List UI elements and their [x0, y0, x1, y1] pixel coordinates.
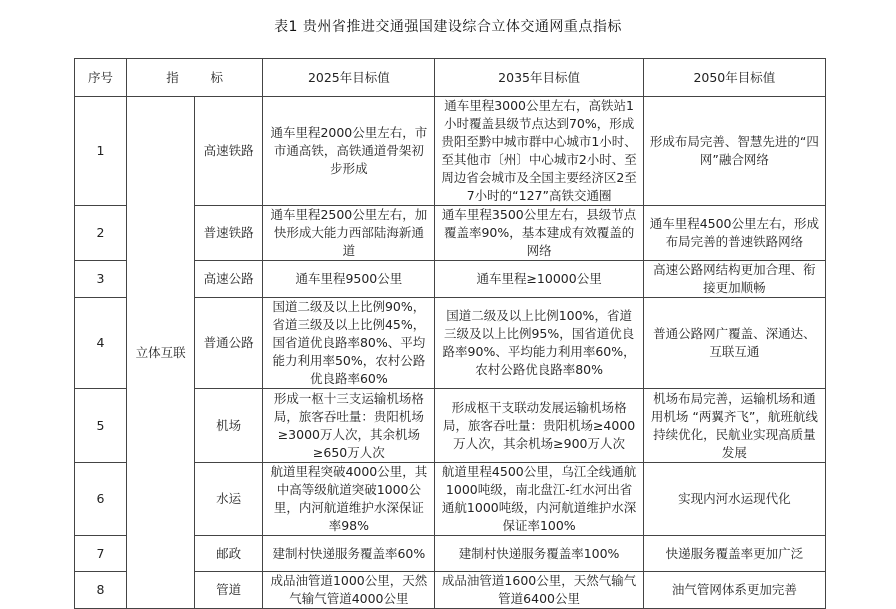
target-2025: 形成一枢十三支运输机场格局，旅客吞吐量：贵阳机场≥3000万人次，其余机场≥650万人次	[263, 389, 435, 463]
target-2035: 形成枢干支联动发展运输机场格局，旅客吞吐量：贵阳机场≥4000万人次，其余机场≥900万人次	[435, 389, 643, 463]
indicator-name: 邮政	[195, 536, 263, 572]
header-row	[75, 59, 826, 97]
row-number: 3	[75, 261, 127, 298]
indicator-name: 高速铁路	[195, 97, 263, 206]
row-number: 2	[75, 206, 127, 261]
target-2035: 建制村快递服务覆盖率100%	[435, 536, 643, 572]
header-2035: 2035年目标值	[435, 59, 643, 97]
target-2025: 成品油管道1000公里，天然气输气管道4000公里	[263, 572, 435, 609]
row-number: 4	[75, 298, 127, 389]
target-2025: 通车里程9500公里	[263, 261, 435, 298]
target-2025: 通车里程2000公里左右，市市通高铁，高铁通道骨架初步形成	[263, 97, 435, 206]
target-2025: 国道二级及以上比例90%，省道三级及以上比例45%，国省道优良路率80%、平均能力利用率50%，农村公路优良路率60%	[263, 298, 435, 389]
target-2025: 航道里程突破4000公里，其中高等级航道突破1000公里，内河航道维护水深保证率98%	[263, 463, 435, 536]
target-2035: 航道里程4500公里，乌江全线通航1000吨级，南北盘江-红水河出省通航1000吨级，内河航道维护水深保证率100%	[435, 463, 643, 536]
target-2050: 快递服务覆盖率更加广泛	[643, 536, 825, 572]
row-number: 6	[75, 463, 127, 536]
indicator-name: 管道	[195, 572, 263, 609]
target-2050: 形成布局完善、智慧先进的“四网”融合网络	[643, 97, 825, 206]
target-2050: 实现内河水运现代化	[643, 463, 825, 536]
header-indicator: 指 标	[127, 59, 263, 97]
indicator-name: 机场	[195, 389, 263, 463]
row-number: 1	[75, 97, 127, 206]
header-no: 序号	[75, 59, 127, 97]
row-number: 5	[75, 389, 127, 463]
target-2035: 通车里程3500公里左右，县级节点覆盖率90%，基本建成有效覆盖的网络	[435, 206, 643, 261]
target-2050: 普通公路网广覆盖、深通达、互联互通	[643, 298, 825, 389]
table-row	[75, 97, 826, 206]
indicator-name: 普速铁路	[195, 206, 263, 261]
category-cell: 立体互联	[127, 97, 195, 609]
target-2035: 通车里程≥10000公里	[435, 261, 643, 298]
header-2025: 2025年目标值	[263, 59, 435, 97]
indicator-name: 普通公路	[195, 298, 263, 389]
target-2050: 油气管网体系更加完善	[643, 572, 825, 609]
indicator-name: 高速公路	[195, 261, 263, 298]
indicator-table	[74, 58, 826, 609]
indicator-name: 水运	[195, 463, 263, 536]
target-2035: 成品油管道1600公里，天然气输气管道6400公里	[435, 572, 643, 609]
target-2050: 通车里程4500公里左右，形成布局完善的普速铁路网络	[643, 206, 825, 261]
target-2050: 机场布局完善，运输机场和通用机场 “两翼齐飞”，航班航线持续优化，民航业实现高质量发展	[643, 389, 825, 463]
header-2050: 2050年目标值	[643, 59, 825, 97]
row-number: 8	[75, 572, 127, 609]
table-title: 表1 贵州省推进交通强国建设综合立体交通网重点指标	[274, 19, 622, 35]
target-2025: 建制村快递服务覆盖率60%	[263, 536, 435, 572]
target-2025: 通车里程2500公里左右，加快形成大能力西部陆海新通道	[263, 206, 435, 261]
target-2050: 高速公路网结构更加合理、衔接更加顺畅	[643, 261, 825, 298]
target-2035: 国道二级及以上比例100%，省道三级及以上比例95%，国省道优良路率90%、平均能力利用率60%，农村公路优良路率80%	[435, 298, 643, 389]
target-2035: 通车里程3000公里左右，高铁站1小时覆盖县级节点达到70%，形成贵阳至黔中城市群中心城市1小时、至其他市〔州〕中心城市2小时、至周边省会城市及全国主要经济区2至7小时的“127”高铁交通圈	[435, 97, 643, 206]
row-number: 7	[75, 536, 127, 572]
